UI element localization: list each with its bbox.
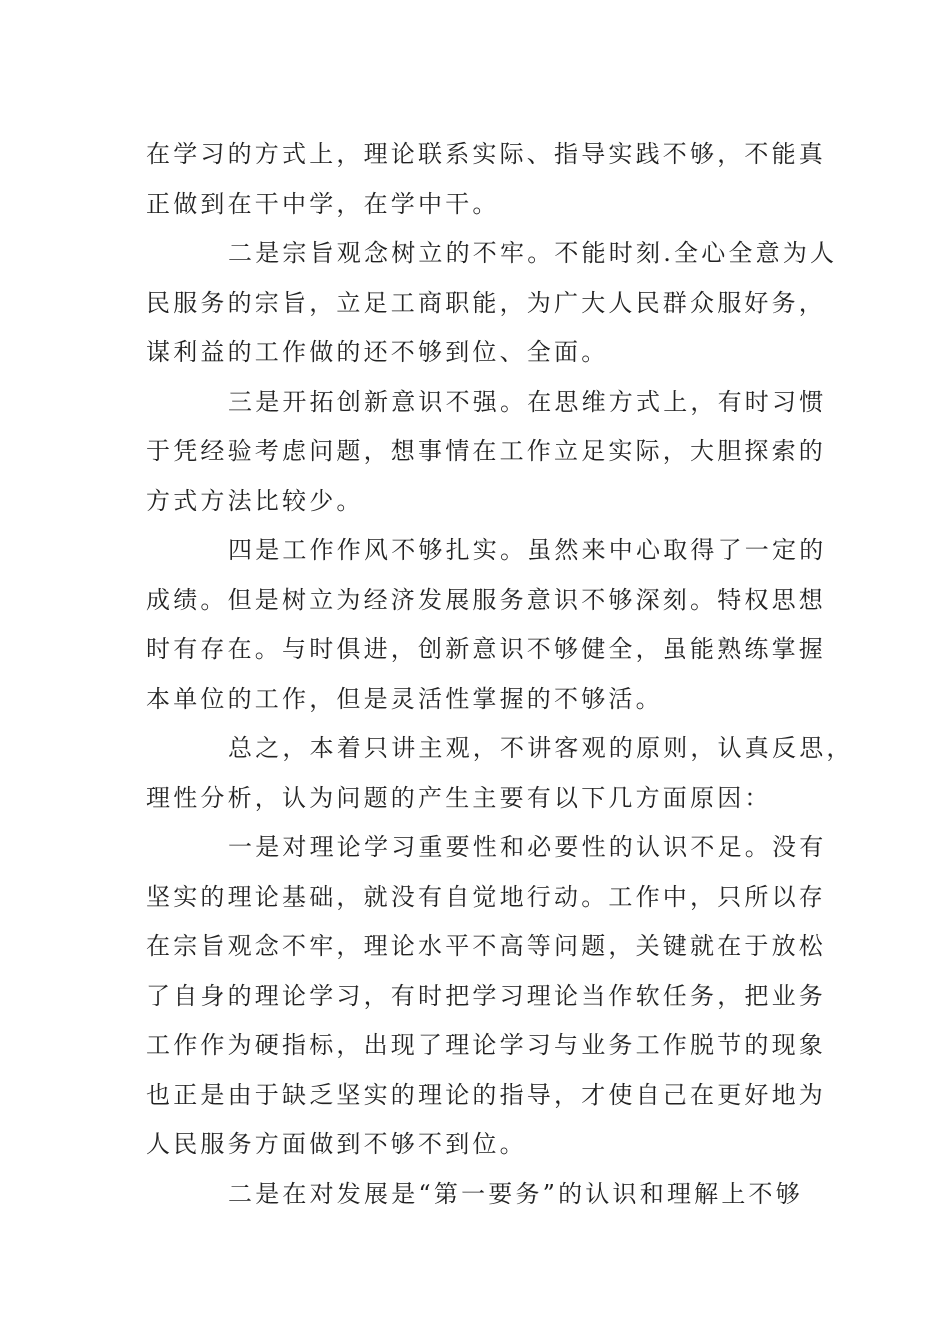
text-line: 理性分析，认为问题的产生主要有以下几方面原因： — [146, 783, 772, 812]
text-line: 在学习的方式上，理论联系实际、指导实践不够，不能真 — [146, 140, 826, 168]
text-line: 正做到在干中学，在学中干。 — [146, 189, 500, 218]
text-line: 了自身的理论学习，有时把学习理论当作软任务，把业务 — [146, 981, 826, 1010]
text-line: 工作作为硬指标，出现了理论学习与业务工作脱节的现象 — [146, 1031, 826, 1059]
text-line: 也正是由于缺乏坚实的理论的指导，才使自己在更好地为 — [146, 1080, 826, 1109]
text-line: 谋利益的工作做的还不够到位、全面。 — [146, 338, 609, 366]
text-line: 人民服务方面做到不够不到位。 — [146, 1130, 527, 1158]
text-line: 成绩。但是树立为经济发展服务意识不够深刻。特权思想 — [146, 585, 826, 614]
text-line: 于凭经验考虑问题，想事情在工作立足实际，大胆探索的 — [146, 437, 826, 465]
text-line: 在宗旨观念不牢，理论水平不高等问题，关键就在于放松 — [146, 932, 826, 960]
paragraph-start-line: 四是工作作风不够扎实。虽然来中心取得了一定的 — [228, 536, 827, 564]
paragraph-start-line: 三是开拓创新意识不强。在思维方式上，有时习惯 — [228, 387, 827, 416]
paragraph-start-line: 二是宗旨观念树立的不牢。不能时刻.全心全意为人 — [228, 239, 838, 267]
document-body — [146, 130, 854, 1219]
paragraph-start-line: 二是在对发展是“第一要务”的认识和理解上不够 — [228, 1179, 803, 1208]
paragraph-start-line: 一是对理论学习重要性和必要性的认识不足。没有 — [228, 833, 827, 861]
text-line: 本单位的工作，但是灵活性掌握的不够活。 — [146, 684, 663, 713]
text-line: 坚实的理论基础，就没有自觉地行动。工作中，只所以存 — [146, 882, 826, 911]
text-line: 时有存在。与时俱进，创新意识不够健全，虽能熟练掌握 — [146, 635, 826, 663]
text-line: 方式方法比较少。 — [146, 486, 364, 515]
text-line: 民服务的宗旨，立足工商职能，为广大人民群众服好务， — [146, 288, 826, 317]
paragraph-start-line: 总之，本着只讲主观，不讲客观的原则，认真反思， — [228, 734, 854, 762]
